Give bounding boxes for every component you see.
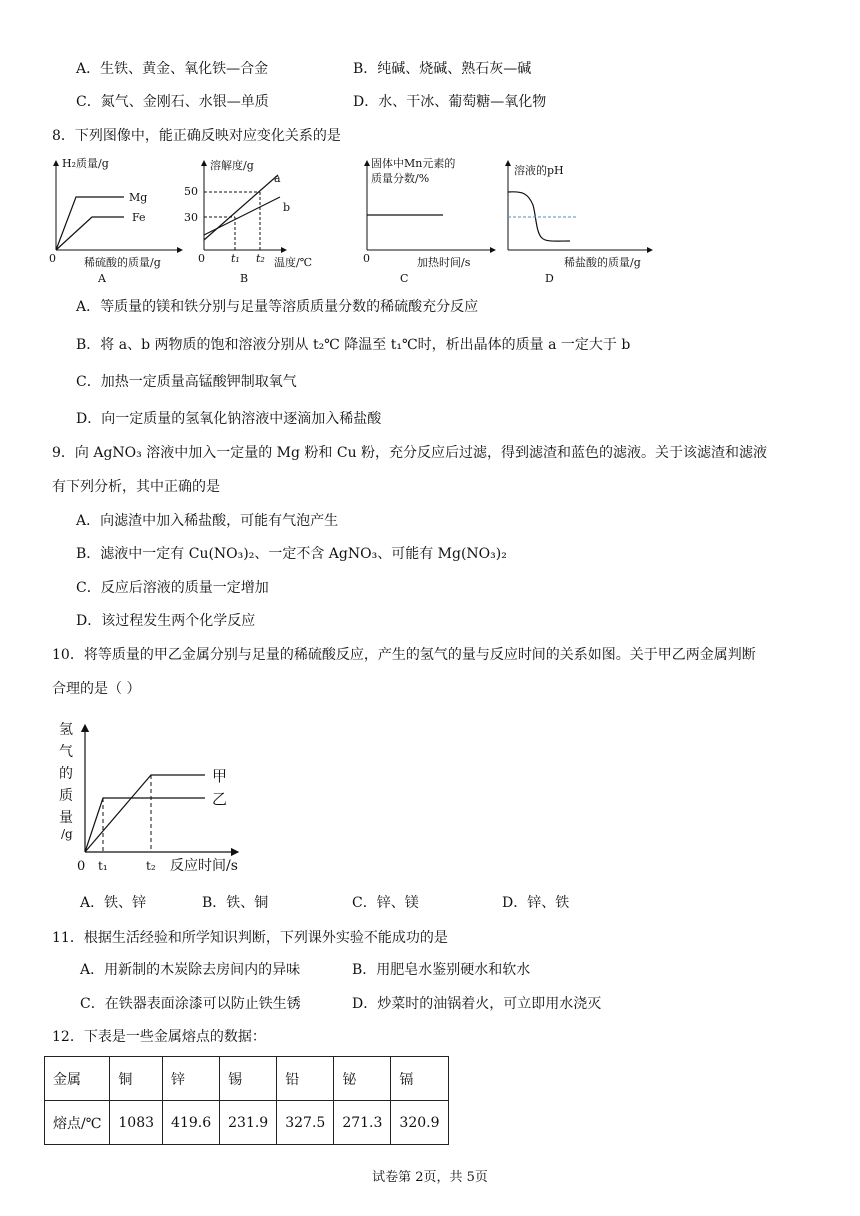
q8d-xlabel: 稀盐酸的质量/g: [564, 256, 641, 269]
q11-stem: 11．根据生活经验和所学知识判断，下列课外实验不能成功的是: [52, 930, 448, 946]
page-footer: 试卷第 2页，共 5页: [372, 1170, 488, 1185]
q10-t1: t₁: [98, 859, 108, 873]
q8c-ylabel1: 固体中Mn元素的: [371, 157, 456, 170]
q8b-xlabel: 温度/℃: [274, 256, 313, 269]
melting-point-table: [44, 1056, 449, 1145]
q8a-caption: A: [98, 272, 106, 285]
q9-option-c: C．反应后溶液的质量一定增加: [76, 580, 269, 596]
q8b-t2: t₂: [256, 252, 265, 265]
q8-option-c: C．加热一定质量高锰酸钾制取氧气: [76, 374, 297, 390]
q8b-caption: B: [240, 272, 249, 285]
q8a-origin: 0: [49, 252, 56, 265]
q8b-b-label: b: [283, 201, 291, 214]
q10-option-d: D．锌、铁: [502, 895, 570, 911]
q7-option-a: A．生铁、黄金、氧化铁—合金: [76, 61, 269, 77]
q8-option-a: A．等质量的镁和铁分别与足量等溶质质量分数的稀硫酸充分反应: [76, 299, 479, 315]
q8c-caption: C: [400, 272, 409, 285]
q7-option-d: D．水、干冰、葡萄糖—氧化物: [353, 94, 547, 110]
q10-ylabel-char-1: 氢: [59, 722, 73, 738]
q8a-xlabel: 稀硫酸的质量/g: [84, 256, 161, 269]
q9-option-a: A．向滤渣中加入稀盐酸，可能有气泡产生: [76, 513, 339, 529]
q8-graph-a: [40, 155, 190, 290]
q10-stem-line2: 合理的是（ ）: [52, 681, 141, 697]
q8b-a-label: a: [274, 172, 281, 185]
q10-ylabel-char-3: 的: [59, 766, 73, 782]
q8d-caption: D: [545, 272, 554, 285]
q7-option-b: B．纯碱、烧碱、熟石灰—碱: [353, 61, 532, 77]
q12-stem: 12．下表是一些金属熔点的数据：: [52, 1029, 266, 1045]
q10-xlabel: 反应时间/s: [170, 858, 238, 874]
q9-stem-line1: 9．向 AgNO₃ 溶液中加入一定量的 Mg 粉和 Cu 粉，充分反应后过滤，得到滤渣和蓝色的滤液。关于该滤渣和滤液: [52, 445, 768, 461]
q8-option-d: D．向一定质量的氢氧化钠溶液中逐滴加入稀盐酸: [76, 411, 382, 427]
q10-t2: t₂: [146, 859, 156, 873]
table-cell: 1083: [110, 1101, 163, 1145]
q9-stem-line2: 有下列分析，其中正确的是: [52, 479, 220, 495]
q10-yunit: /g: [61, 827, 73, 841]
q8c-xlabel: 加热时间/s: [417, 256, 471, 269]
table-cell: 锌: [163, 1057, 220, 1101]
q8-graph-d: [500, 155, 660, 290]
table-cell: 419.6: [163, 1101, 220, 1145]
q10-graph: [55, 718, 255, 878]
q8a-mg-label: Mg: [129, 191, 148, 204]
q8c-origin: 0: [363, 252, 370, 265]
q11-option-c: C．在铁器表面涂漆可以防止铁生锈: [80, 996, 301, 1012]
q10-stem-line1: 10．将等质量的甲乙金属分别与足量的稀硫酸反应，产生的氢气的量与反应时间的关系如图。关于甲乙两金属判断: [52, 647, 756, 663]
table-cell: 镉: [391, 1057, 448, 1101]
q8d-ylabel: 溶液的pH: [514, 164, 564, 177]
q10-option-c: C．锌、镁: [352, 895, 419, 911]
q8-stem: 8．下列图像中，能正确反映对应变化关系的是: [52, 128, 341, 144]
q10-yi-label: 乙: [212, 790, 228, 808]
table-cell: 铋: [334, 1057, 391, 1101]
q10-ylabel-char-2: 气: [59, 744, 73, 760]
q10-option-a: A．铁、锌: [80, 895, 147, 911]
q8-option-b: B．将 a、b 两物质的饱和溶液分别从 t₂℃ 降温至 t₁℃时，析出晶体的质量 a 一定大于 b: [76, 337, 631, 353]
table-cell: 金属: [45, 1057, 110, 1101]
table-cell: 327.5: [277, 1101, 334, 1145]
table-cell: 熔点/℃: [45, 1101, 110, 1145]
q10-jia-label: 甲: [212, 767, 228, 785]
q8-graph-c: [355, 155, 505, 290]
table-cell: 铜: [110, 1057, 163, 1101]
q11-option-d: D．炒菜时的油锅着火，可立即用水浇灭: [352, 996, 602, 1012]
table-row: [45, 1057, 449, 1101]
q11-option-b: B．用肥皂水鉴别硬水和软水: [352, 962, 531, 978]
q8c-ylabel2: 质量分数/%: [371, 172, 430, 185]
q8b-ylabel: 溶解度/g: [210, 159, 254, 172]
q9-option-d: D．该过程发生两个化学反应: [76, 613, 256, 629]
q8-graph-b: [180, 155, 330, 290]
q8b-t1: t₁: [231, 252, 240, 265]
q10-ylabel-char-5: 量: [59, 810, 73, 826]
q7-option-c: C．氮气、金刚石、水银—单质: [76, 94, 269, 110]
q8b-y30: 30: [184, 211, 198, 224]
q8b-y50: 50: [184, 185, 198, 198]
table-row: [45, 1101, 449, 1145]
q11-option-a: A．用新制的木炭除去房间内的异味: [80, 962, 301, 978]
q8b-origin: 0: [198, 252, 205, 265]
table-cell: 铅: [277, 1057, 334, 1101]
table-cell: 271.3: [334, 1101, 391, 1145]
table-cell: 231.9: [220, 1101, 277, 1145]
q9-option-b: B．滤液中一定有 Cu(NO₃)₂、一定不含 AgNO₃、可能有 Mg(NO₃)₂: [76, 546, 507, 562]
q8a-ylabel: H₂质量/g: [62, 157, 109, 170]
table-cell: 320.9: [391, 1101, 448, 1145]
q10-option-b: B．铁、铜: [202, 895, 269, 911]
q10-ylabel-char-4: 质: [59, 788, 73, 804]
q10-origin: 0: [77, 859, 86, 874]
table-cell: 锡: [220, 1057, 277, 1101]
q8a-fe-label: Fe: [132, 211, 146, 224]
